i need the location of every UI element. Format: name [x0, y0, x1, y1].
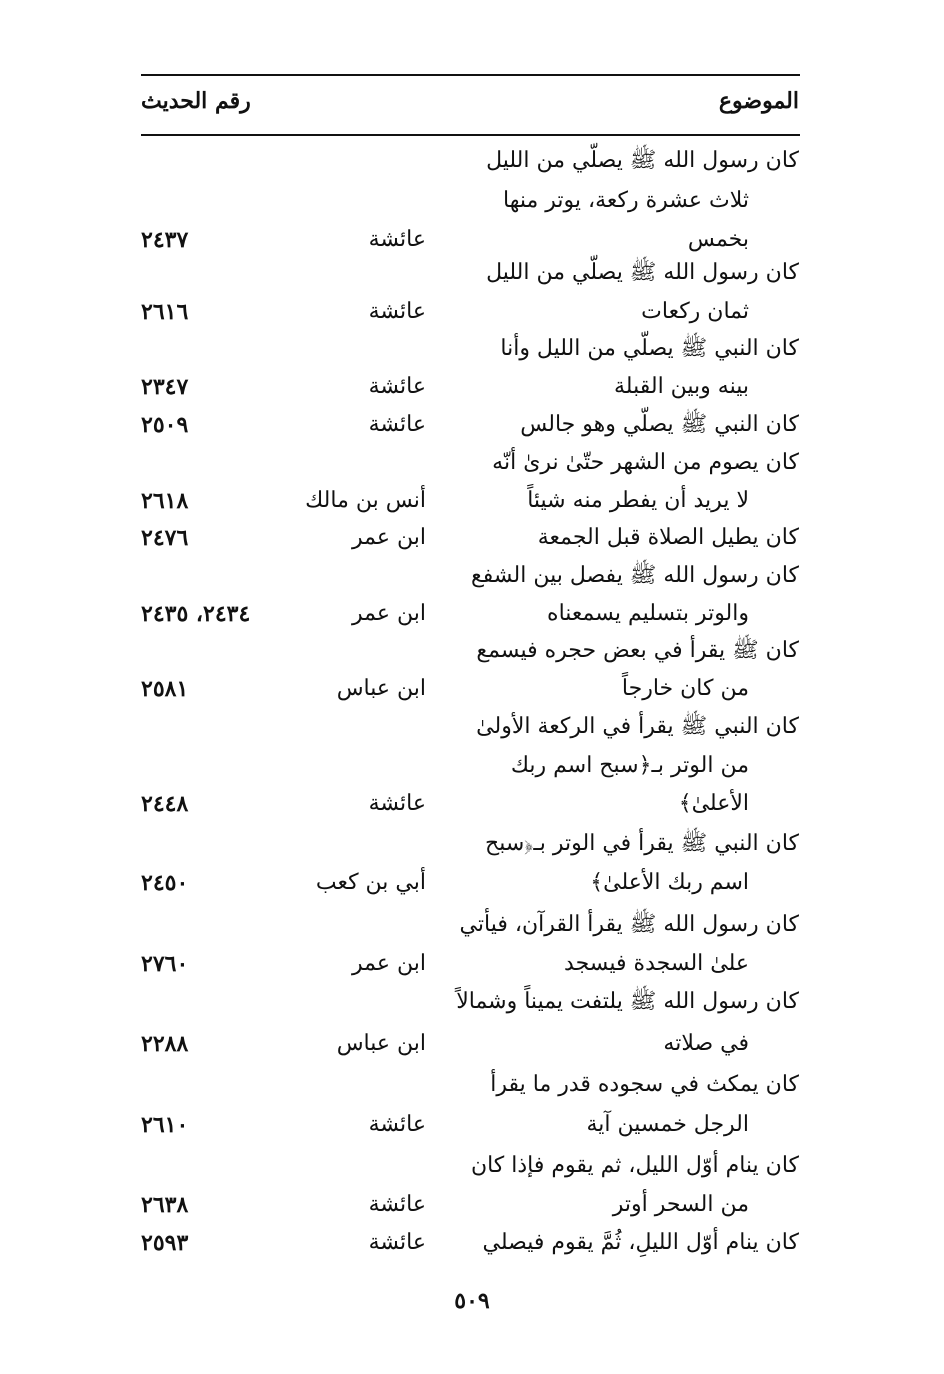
entry-hadith-number: ٢٦١٦ — [141, 299, 189, 325]
entry-narrator: ابن عباس — [336, 676, 426, 701]
entry-topic-line: كان النبي ﷺ يقرأ في الركعة الأولىٰ — [476, 714, 799, 739]
entry-narrator: عائشة — [368, 374, 426, 399]
entry-topic-line: كان ﷺ يقرأ في بعض حجره فيسمع — [476, 638, 799, 663]
entry-topic-line: كان رسول الله ﷺ يلتفت يميناً وشمالاً — [456, 989, 799, 1014]
entry-topic-line: من الوتر بـ﴿سبح اسم ربك — [510, 753, 749, 778]
entry-topic-line: كان النبي ﷺ يصلّي من الليل وأنا — [500, 336, 799, 361]
topic-column-header: الموضوع — [718, 88, 799, 114]
entry-topic-line: الرجل خمسين آية — [586, 1112, 749, 1137]
entry-topic-line: بخمس — [687, 227, 749, 252]
entry-hadith-number: ٢٤٤٨ — [141, 791, 189, 817]
entry-narrator: عائشة — [368, 1112, 426, 1137]
number-column-header: رقم الحديث — [141, 88, 251, 114]
entry-topic-line: علىٰ السجدة فيسجد — [564, 951, 749, 976]
entry-narrator: ابن عمر — [352, 601, 426, 626]
entry-narrator: عائشة — [368, 791, 426, 816]
entry-hadith-number: ٢٥٠٩ — [141, 412, 189, 438]
entry-topic-line: من السحر أوتر — [612, 1192, 749, 1217]
entry-hadith-number: ٢٤٧٦ — [141, 525, 189, 551]
entry-topic-line: من كان خارجاً — [621, 676, 749, 701]
page-number: ٥٠٩ — [454, 1288, 490, 1314]
entry-topic-line: كان النبي ﷺ يقرأ في الوتر بـ﴿سبح — [485, 831, 799, 856]
entry-hadith-number: ٢٤٣٤، ٢٤٣٥ — [141, 601, 251, 627]
entry-hadith-number: ٢٧٦٠ — [141, 951, 189, 977]
entry-hadith-number: ٢٦٣٨ — [141, 1192, 189, 1218]
entry-topic-line: الأعلىٰ﴾ — [678, 791, 749, 816]
entry-topic-line: بينه وبين القبلة — [614, 374, 749, 399]
entry-topic-line: كان يصوم من الشهر حتّىٰ نرىٰ أنّه — [492, 450, 799, 475]
entry-topic-line: ثلاث عشرة ركعة، يوتر منها — [503, 188, 749, 213]
entry-hadith-number: ٢٥٨١ — [141, 676, 189, 702]
entry-narrator: ابن عباس — [336, 1031, 426, 1056]
entry-topic-line: كان يطيل الصلاة قبل الجمعة — [537, 525, 799, 550]
entry-hadith-number: ٢٥٩٣ — [141, 1230, 189, 1256]
entry-topic-line: كان رسول الله ﷺ يفصل بين الشفع — [471, 563, 799, 588]
entry-hadith-number: ٢٦١٨ — [141, 488, 189, 514]
entry-topic-line: كان يمكث في سجوده قدر ما يقرأ — [490, 1072, 799, 1097]
entry-topic-line: كان ينام أوّل الليل، ثم يقوم فإذا كان — [470, 1153, 799, 1178]
entry-topic-line: كان النبي ﷺ يصلّي وهو جالس — [520, 412, 799, 437]
entry-topic-line: كان رسول الله ﷺ يصلّي من الليل — [486, 148, 799, 173]
entry-hadith-number: ٢٤٥٠ — [141, 870, 189, 896]
entry-topic-line: كان رسول الله ﷺ يقرأ القرآن، فيأتي — [459, 912, 799, 937]
entry-narrator: ابن عمر — [352, 525, 426, 550]
entry-hadith-number: ٢٣٤٧ — [141, 374, 189, 400]
entry-topic-line: كان ينام أوّل الليلِ، ثُمَّ يقوم فيصلي — [482, 1230, 799, 1255]
entry-narrator: عائشة — [368, 299, 426, 324]
entry-narrator: عائشة — [368, 1230, 426, 1255]
entry-topic-line: في صلاته — [663, 1031, 749, 1056]
entry-topic-line: والوتر بتسليم يسمعناه — [547, 601, 749, 626]
entry-topic-line: لا يريد أن يفطر منه شيئاً — [527, 488, 749, 513]
entry-narrator: عائشة — [368, 412, 426, 437]
entry-topic-line: اسم ربك الأعلىٰ﴾ — [590, 870, 749, 895]
entry-topic-line: ثمان ركعات — [641, 299, 749, 324]
entry-hadith-number: ٢٢٨٨ — [141, 1031, 189, 1057]
entry-topic-line: كان رسول الله ﷺ يصلّي من الليل — [486, 260, 799, 285]
entry-narrator: أبي بن كعب — [315, 870, 426, 895]
entry-hadith-number: ٢٤٣٧ — [141, 227, 189, 253]
entry-narrator: عائشة — [368, 1192, 426, 1217]
entry-narrator: أنس بن مالك — [305, 488, 426, 513]
entry-narrator: ابن عمر — [352, 951, 426, 976]
entry-hadith-number: ٢٦١٠ — [141, 1112, 189, 1138]
entry-narrator: عائشة — [368, 227, 426, 252]
